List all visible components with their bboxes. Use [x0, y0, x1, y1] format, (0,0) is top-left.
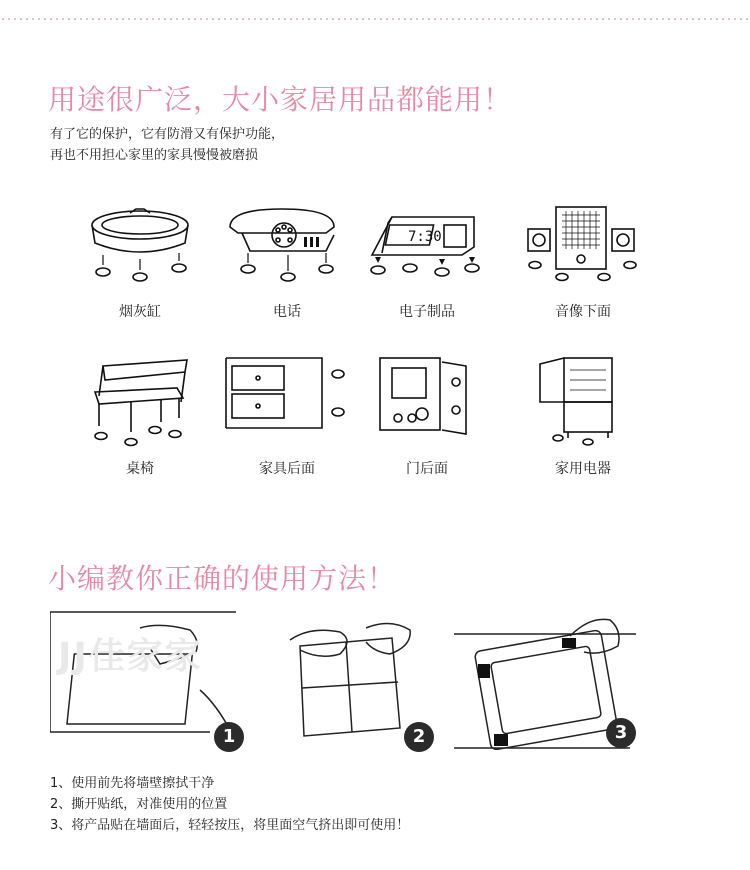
usage-item-ashtray — [75, 195, 205, 335]
instruction-step-1: 1、使用前先将墙壁擦拭干净 — [50, 776, 215, 791]
step-3-badge: 3 — [606, 718, 636, 748]
usage-item-speakers — [518, 195, 648, 335]
step-1-illustration — [50, 600, 240, 750]
usage-item-appliance — [518, 352, 648, 492]
appliance-icon — [518, 352, 648, 452]
usage-label-appliance: 家用电器 — [555, 461, 611, 477]
svg-text:7:30: 7:30 — [408, 229, 442, 245]
telephone-icon — [222, 195, 352, 295]
instructions-list — [50, 773, 409, 836]
usage-label-speakers: 音像下面 — [555, 304, 611, 320]
watermark-text: JJ佳家家 — [58, 636, 203, 677]
door-icon — [362, 352, 492, 452]
cabinet-icon — [222, 352, 352, 452]
section-title-usage: 用途很广泛，大小家居用品都能用！ — [48, 83, 513, 116]
usage-description — [50, 124, 284, 166]
speaker-icon — [518, 195, 648, 295]
step-3-illustration — [450, 600, 640, 750]
usage-label-door: 门后面 — [406, 461, 448, 477]
usage-label-ashtray: 烟灰缸 — [119, 304, 161, 320]
section-title-howto: 小编教你正确的使用方法！ — [48, 562, 397, 595]
electronics-icon — [362, 195, 492, 295]
instruction-step-2: 2、撕开贴纸，对准使用的位置 — [50, 797, 228, 812]
usage-label-electronics: 电子制品 — [399, 304, 455, 320]
usage-item-telephone — [222, 195, 352, 335]
usage-item-door — [362, 352, 492, 492]
description-line-1: 有了它的保护，它有防滑又有保护功能， — [50, 127, 285, 142]
peel-sticker-illustration — [280, 600, 470, 750]
usage-item-cabinet — [222, 352, 352, 492]
description-line-2: 再也不用担心家里的家具慢慢被磨损 — [50, 148, 259, 163]
step-1-badge: 1 — [214, 722, 244, 752]
table-chair-icon — [75, 352, 205, 452]
usage-item-electronics — [362, 195, 492, 335]
ashtray-icon — [75, 195, 205, 295]
usage-label-table-chair: 桌椅 — [126, 461, 154, 477]
top-dotted-border — [0, 18, 750, 20]
usage-label-telephone: 电话 — [273, 304, 301, 320]
step-2-illustration — [280, 600, 470, 750]
usage-item-table-chair — [75, 352, 205, 492]
step-2-badge: 2 — [404, 722, 434, 752]
instruction-step-3: 3、将产品贴在墙面后，轻轻按压，将里面空气挤出即可使用！ — [50, 818, 410, 833]
usage-label-cabinet: 家具后面 — [259, 461, 315, 477]
